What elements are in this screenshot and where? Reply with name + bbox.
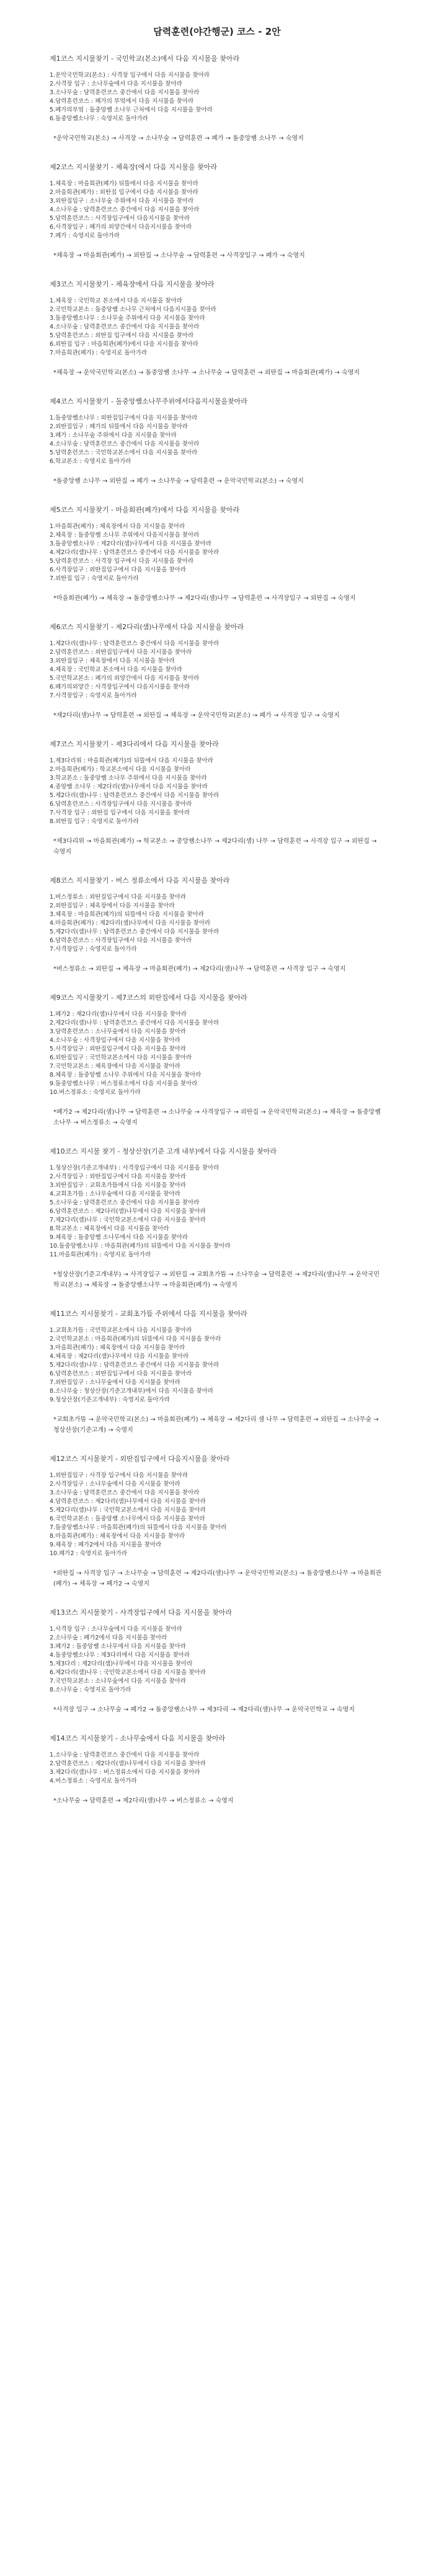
step-item: 9.체육장 : 돌중앙쌤 소나무에서 다음 지시물을 찾아라: [50, 1234, 188, 1241]
step-item: 4.마을회관(폐가) : 제2다리(샘)나무에서 다음 지시물을 찾아라: [50, 920, 211, 927]
step-item: 7.외딴집입구 : 소나무숲에서 다음 지시물을 찾아라: [50, 1379, 180, 1386]
step-item: 7.돌중앙쌤소나무 : 마을회관(폐가)의 뒤뜰에서 다음 지시물을 찾아라: [50, 1524, 227, 1531]
step-item: 2.마을회관(폐가) : 외딴집 입구에서 다음 지시물을 찾아라: [50, 189, 198, 196]
route-summary: *교회초가뜸 → 운악국민학교(본소) → 마을회관(폐가) → 체육장 → 제2다리 샘 나무 → 담력훈련 → 외딴집 → 소나무숲 → 청상산장(기준고개) → 숙영지: [53, 1416, 379, 1434]
step-item: 5.제3다리 : 제2다리(샘)나무에서 다음 지시물을 찾아라: [50, 1661, 193, 1667]
step-item: 3.마을회관(폐가) : 체육장에서 다음 지시물을 찾아라: [50, 1344, 185, 1351]
step-item: 7.사격장입구 : 숙영지로 돌아가라: [50, 946, 137, 953]
route-summary: *제2다리(샘)나무 → 담력훈련 → 외딴집 → 체육장 → 운악국민학교(본소) → 폐가 → 사격장 입구 → 숙영지: [53, 712, 340, 719]
step-item: 6.담력훈련코스 : 사격장입구에서 다음 지시물을 찾아라: [50, 801, 192, 808]
course-header: 제10코스 지시물 찾기 - 청상산장(기준 고개 내부)에서 다음 지시물을 찾아라: [50, 1147, 277, 1155]
step-item: 5.소나무숲 : 담력훈련코스 중간에서 다음 지시물을 찾아라: [50, 1199, 200, 1206]
course-section: [50, 397, 384, 487]
step-item: 2.외딴집입구 : 체육장에서 다음 지시물을 찾아라: [50, 902, 175, 909]
step-item: 2.사격장입구 : 소나무숲에서 다음 지시물을 찾아라: [50, 1481, 180, 1488]
document-title: 담력훈련(야간행군) 코스 - 2안: [153, 26, 281, 37]
step-item: 6.폐가의외양간 : 사격장입구에서 다음지시물을 찾아라: [50, 684, 190, 690]
step-item: 7.사격장입구 : 숙영지로 돌아가라: [50, 692, 137, 699]
route-summary: *돌중앙쌤 소나무 → 외딴집 → 폐가 → 소나무숲 → 담력훈련 → 운악국민학교(본소) → 숙영지: [53, 478, 304, 485]
step-item: 4.중앙쌤 소나무 : 제2다리(샘)나무에서 다음 지시물을 찾아라: [50, 783, 208, 790]
step-item: 3.폐가2 : 돌중앙쌤 소나무에서 다음 지시물을 찾아라: [50, 1643, 186, 1650]
step-item: 2.담력훈련코스 : 제2다리(샘)나무에서 다음 지시물을 찾아라: [50, 1760, 206, 1767]
step-item: 3.학교본소 : 돌중앙쌤 소나무 주위에서 다음 지시물을 찾아라: [50, 775, 207, 782]
step-item: 7.마을회관(폐가) : 숙영지로 돌아가라: [50, 350, 148, 356]
step-item: 6.담력훈련코스 : 제2다리(샘)나무에서 다음 지시물을 찾아라: [50, 1208, 206, 1215]
step-list: [50, 1326, 384, 1405]
step-item: 3.돌중앙쌤소나무 : 소나무숲 주위에서 다음 지시물을 찾아라: [50, 315, 205, 322]
step-item: 1.체육장 : 국민학교 본소에서 다음 지시물을 찾아라: [50, 298, 182, 304]
step-item: 1.마을회관(폐가) : 체육장에서 다음 지시물을 찾아라: [50, 523, 185, 530]
step-item: 10.폐가2 : 숙영지로 돌아가라: [50, 1550, 128, 1557]
step-item: 5.제2다리(샘)나무 : 담력훈련코스 중간에서 다음 지시물을 찾아라: [50, 792, 219, 799]
step-item: 8.소나무숲 : 숙영지로 돌아가라: [50, 1687, 131, 1693]
step-item: 7.폐가 : 숙영지로 돌아가라: [50, 232, 120, 239]
course-header: 제2코스 지시물찾기 - 체육장(에서 다음 지시물을 찾아라: [50, 163, 218, 171]
course-header: 제9코스 지시물찾기 - 제7코스의 외딴집에서 다음 지시물을 찾아라: [50, 994, 247, 1002]
step-item: 8.소나무숲 : 청상산장(기준고개내부)에서 다음 지시물을 찾아라: [50, 1388, 214, 1395]
step-item: 2.외딴집입구 : 폐가의 뒤뜰에서 다음 지시물을 찾아라: [50, 423, 188, 430]
step-item: 4.체육장 : 제2다리(샘)나무에서 다음 지시물을 찾아라: [50, 1353, 189, 1360]
step-item: 6.담력훈련코스 : 외딴집입구에서 다음 지시물을 찾아라: [50, 1370, 192, 1377]
step-item: 6.외딴집 입구 : 마을회관(폐가)에서 다음 지시물을 찾아라: [50, 341, 198, 348]
step-item: 8.마을회관(폐가) : 체육장에서 다음 지시물을 찾아라: [50, 1533, 185, 1540]
step-list: [50, 1625, 384, 1695]
step-item: 1.제2다리(샘)나무 : 담력훈련코스 중간에서 다음 지시물을 찾아라: [50, 640, 219, 647]
step-item: 8.외딴집 입구 : 숙영지로 돌아가라: [50, 818, 139, 825]
step-item: 5.담력훈련코스 : 사격장 입구에서 다음 지시물을 찾아라: [50, 558, 194, 565]
course-header: 제6코스 지시물찾기 - 제2다리(샘)나무에서 다음 지시물을 찾아라: [50, 623, 244, 631]
course-header: 제7코스 지시물찾기 - 제3다리에서 다음 지시물을 찾아라: [50, 740, 219, 748]
step-item: 1.체육장 : 마을회관(폐가) 뒤뜰에서 다음 지시물을 찾아라: [50, 180, 198, 187]
course-section: [50, 1454, 384, 1589]
step-item: 2.마을회관(폐가) : 학교본소에서 다음 지시물을 찾아라: [50, 766, 191, 773]
step-list: [50, 297, 384, 358]
step-item: 1.돌중앙쌤소나무 : 외딴집입구에서 다음 지시물을 찾아라: [50, 415, 198, 421]
step-list: [50, 1010, 384, 1097]
course-section: [50, 280, 384, 378]
route-summary: *체육장 → 마을회관(폐가) → 외딴집 → 소나무숲 → 담력훈련 → 사격장입구 → 폐가 → 숙영지: [53, 252, 305, 259]
step-item: 5.담력훈련코스 : 국민학교본소에서 다음 지시물을 찾아라: [50, 449, 198, 456]
course-header: 제13코스 지시물찾기 - 사격장입구에서 다음 지시물을 찾아라: [50, 1608, 232, 1617]
step-item: 6.학교본소 : 숙영지로 돌아가라: [50, 458, 131, 465]
step-item: 5.국민학교본소 : 폐가의 외양간에서 다음 지시물을 찾아라: [50, 675, 200, 682]
step-item: 4.버스정류소 : 숙영지로 돌아가라: [50, 1778, 137, 1784]
course-header: 제4코스 지시물찾기 - 돌중앙쌤소나무주위에서다음지시물을찾아라: [50, 397, 247, 405]
course-header: 제12코스 지시물찾기 - 외딴집입구에서 다음지시물을 찾아라: [50, 1455, 230, 1463]
step-item: 1.소나무숲 : 담력훈련코스 중간에서 다음 지시물을 찾아라: [50, 1752, 200, 1758]
step-item: 11.마을회관(폐가) : 숙영지로 돌아가라: [50, 1251, 151, 1258]
step-list: [50, 414, 384, 466]
step-item: 4.소나무숲 : 사격장입구에서 다음 지시물을 찾아라: [50, 1037, 180, 1044]
step-list: [50, 71, 384, 123]
course-section: [50, 1734, 384, 1806]
step-item: 6.제2다리(샘)나무 : 국민학교본소에서 다음 지시물을 찾아라: [50, 1669, 206, 1676]
step-item: 5.사격장입구 : 외딴집입구에서 다음 지시물을 찾아라: [50, 1046, 187, 1052]
step-item: 2.사격장 입구 : 소나무숲에서 다음 지시물을 찾아라: [50, 81, 182, 87]
step-item: 3.돌중앙쌤소나무 : 제2다리(샘)나무에서 다음 지시물을 찾아라: [50, 540, 212, 547]
step-item: 1.교회초가뜸 : 국민학교본소에서 다음 지시물을 찾아라: [50, 1327, 192, 1334]
step-item: 4.담력훈련코스 : 제2다리(샘)나무에서 다음 지시물을 찾아라: [50, 1498, 206, 1505]
route-summary: *사격장 입구 → 소나무숲 → 폐가2 → 돌중앙쌤소나무 → 제3다리 → 제2다리(샘)나무 → 운악국민학교 → 숙영지: [53, 1706, 355, 1713]
route-summary: *운악국민학교(본소) → 사격장 → 소나무숲 → 담력훈련 → 폐가 → 돌중앙쌤 소나무 → 숙영지: [53, 135, 304, 142]
course-section: [50, 622, 384, 721]
step-item: 2.담력훈련코스 : 외딴집입구에서 다음 지시물을 찾아라: [50, 649, 192, 656]
step-item: 1.운악국민학교(본소) : 사격장 입구에서 다음 지시물을 찾아라: [50, 72, 210, 79]
step-item: 5.제2다리(샘)나무 : 국민학교본소에서 다음 지시물을 찾아라: [50, 1507, 206, 1514]
course-section: [50, 1147, 384, 1290]
step-item: 4.소나무숲 : 담력훈련코스 중간에서 다음 지시물을 찾아라: [50, 324, 200, 330]
step-item: 1.사격장 입구 : 소나무숲에서 다음 지시물을 찾아라: [50, 1626, 182, 1633]
step-item: 9.체육장 : 폐가2에서 다음 지시물을 찾아라: [50, 1542, 162, 1548]
step-item: 3.외딴집입구 : 체육장에서 다음 지시물을 찾아라: [50, 658, 175, 664]
course-header: 제5코스 지시물찾기 - 마을회관(폐가)에서 다음 지시물을 찾아라: [50, 506, 240, 514]
course-section: [50, 739, 384, 857]
course-section: [50, 1608, 384, 1715]
step-item: 7.외딴집 입구 : 숙영지로 돌아가라: [50, 575, 139, 582]
step-item: 4.교회초가뜸 : 소나무숲에서 다음 지시물을 찾아라: [50, 1191, 180, 1198]
step-list: [50, 1164, 384, 1259]
course-section: [50, 162, 384, 261]
step-item: 9.청상산장(기준고개내부) : 숙영지로 돌아가라: [50, 1396, 170, 1403]
route-summary: *외딴집 → 사격장 입구 → 소나무숲 → 담력훈련 → 제2다리(샘)나무 → 운악국민학교(본소) → 돌중앙쌤소나무 → 마을회관(폐가) → 체육장 → 폐가2 → 숙영지: [53, 1570, 382, 1587]
step-item: 10.돌중앙쌤소나무 : 마을회관(폐가)의 뒤뜰에서 다음 지시물을 찾아라: [50, 1243, 231, 1250]
course-header: 제3코스 지시물찾기 - 체육장에서 다음 지시물을 찾아라: [50, 280, 215, 288]
step-list: [50, 893, 384, 954]
course-section: [50, 993, 384, 1128]
step-list: [50, 757, 384, 826]
step-item: 6.돌중앙쌤소나무 : 숙영지로 돌아가라: [50, 115, 148, 122]
step-item: 9.돌중앙쌤소나무 : 버스정류소에서 다음 지시물을 찾아라: [50, 1080, 198, 1087]
step-item: 5.담력훈련코스 : 사격장입구에서 다음지시물을 찾아라: [50, 215, 190, 222]
course-section: [50, 876, 384, 974]
step-list: [50, 523, 384, 583]
route-summary: *버스정류소 → 외딴집 → 체육장 → 마을회관(폐가) → 제2다리(샘)나무 → 담력훈련 → 사격장 입구 → 숙영지: [53, 966, 346, 973]
step-item: 1.청상산장(기준고개내부) : 사격장입구에서 다음 지시물을 찾아라: [50, 1165, 219, 1171]
course-list: [50, 54, 384, 1806]
step-list: [50, 180, 384, 240]
step-list: [50, 640, 384, 700]
step-item: 7.사격장 입구 : 외딴집 입구에서 다음 지시물을 찾아라: [50, 809, 190, 816]
route-summary: *폐가2 → 제2다리(샘)나무 → 담력훈련 → 소나무숲 → 사격장입구 → 외딴집 → 운악국민학교(본소) → 체육장 → 돌중앙쌤소나무 → 버스정류소 → 숙영지: [53, 1109, 381, 1126]
step-item: 2.국민학교본소 : 돌중앙쌤 소나무 근처에서 다음지시물을 찾아라: [50, 306, 216, 313]
course-section: [50, 54, 384, 144]
step-item: 2.제2다리(샘)나무 : 담력훈련코스 중간에서 다음 지시물을 찾아라: [50, 1020, 219, 1026]
step-item: 3.외딴집입구 : 교회초가뜸에서 다음 지시물을 찾아라: [50, 1182, 187, 1189]
step-list: [50, 1471, 384, 1558]
step-item: 5.제2다리(샘)나무 : 담력훈련코스 중간에서 다음 지시물을 찾아라: [50, 929, 219, 935]
route-summary: *제3다리위 → 마을회관(폐가) → 학교본소 → 중앙쌤소나무 → 제2다리(샘) 나무 → 담력훈련 → 사격장 입구 → 외딴집 → 숙영지: [53, 838, 377, 855]
route-summary: *소나무숲 → 담력훈련 → 제2다리(샘)나무 → 버스정류소 → 숙영지: [53, 1797, 234, 1804]
step-item: 1.폐가2 : 제2다리(샘)나무에서 다음 지시물을 찾아라: [50, 1011, 187, 1018]
step-item: 2.국민학교본소 : 마을회관(폐가)의 뒤뜰에서 다음 지시물을 찾아라: [50, 1336, 221, 1343]
step-item: 6.사격장입구 : 외딴집입구에서 다음 지시물을 찾아라: [50, 567, 187, 573]
step-item: 6.외딴집입구 : 국민학교본소에서 다음 지시물을 찾아라: [50, 1054, 192, 1061]
route-summary: *체육장 → 운악국민학교(본소) → 돌중앙쌤 소나무 → 소나무숲 → 담력훈련 → 외딴집 → 마을회관(폐가) → 숙영지: [53, 369, 360, 376]
step-item: 1.제3다리위 : 마을회관(폐가)의 뒤뜰에서 다음 지시물을 찾아라: [50, 757, 214, 764]
step-item: 6.담력훈련코스 : 사격장입구에서 다음 지시물을 찾아라: [50, 937, 192, 944]
step-item: 1.외딴집입구 : 사격장 입구에서 다음 지시물을 찾아라: [50, 1472, 188, 1479]
step-item: 6.사격장입구 : 폐가의 외양간에서 다음지시물을 찾아라: [50, 224, 192, 231]
step-item: 4.제2다리(샘)나무 : 담력훈련코스 중간에서 다음 지시물을 찾아라: [50, 549, 219, 556]
course-header: 제14코스 지시물찾기 - 소나무숲에서 다음 지시물을 찾아라: [50, 1734, 226, 1742]
step-item: 7.제2다리(샘)나무 : 국민학교본소에서 다음 지시물을 찾아라: [50, 1217, 206, 1224]
step-item: 3.담력훈련코스 : 소나무숲에서 다음 지시물을 찾아라: [50, 1028, 187, 1035]
course-section: [50, 1309, 384, 1436]
route-summary: *청상산장(기준고개내부) → 사격장입구 → 외딴집 → 교회초가뜸 → 소나무숲 → 담력훈련 → 제2다리(샘)나무 → 운악국민학교(본소) → 체육장 → 돌중앙쌤소나무 → 마을회관(폐가) → 숙영지: [53, 1271, 380, 1289]
step-item: 8.체육장 : 돌중앙쌤 소나무 주위에서 다음 지시물을 찾아라: [50, 1072, 202, 1078]
step-item: 2.체육장 : 돌중앙쌤 소나무 주위에서 다음지시물을 찾아라: [50, 532, 200, 539]
step-item: 4.소나무숲 : 담력훈련코스 중간에서 다음 지시물을 찾아라: [50, 206, 200, 213]
step-item: 5.폐가의부엌 : 돌중앙쌤 소나무 근처에서 다음 지시물을 찾아라: [50, 107, 213, 113]
step-item: 4.돌중앙쌤소나무 : 제3다리에서 다음 지시물을 찾아라: [50, 1652, 190, 1659]
step-item: 2.사격장입구 : 외딴집입구에서 다음 지시물을 찾아라: [50, 1173, 187, 1180]
step-item: 3.제2다리(샘)나무 : 버스정류소에서 다음 지시물을 찾아라: [50, 1769, 200, 1776]
step-item: 5.담력훈련코스 : 외딴집 입구에서 다음 지시물을 찾아라: [50, 332, 194, 339]
step-item: 4.소나무숲 : 담력훈련코스 중간에서 다음 지시물을 찾아라: [50, 441, 200, 448]
step-item: 3.폐가 : 소나무숲 주위에서 다음 지시물을 찾아라: [50, 432, 177, 439]
step-item: 4.담력훈련코스 : 폐가의 부엌에서 다음 지시물을 찾아라: [50, 98, 194, 105]
course-header: 제1코스 지시물찾기 - 국민학교(본소)에서 다음 지시물을 찾아라: [50, 55, 240, 63]
step-item: 3.체육장 : 마을회관(폐가)의 뒤뜰에서 다음 지시물을 찾아라: [50, 911, 204, 918]
step-item: 7.국민학교본소 : 소나무숲에서 다음 지시물을 찾아라: [50, 1678, 187, 1685]
course-section: [50, 505, 384, 604]
step-item: 6.국민학교본소 : 돌중앙쌤 소나무에서 다음 지시물을 찾아라: [50, 1515, 205, 1522]
step-item: 4.체육장 : 국민학교 본소에서 다음 지시물을 찾아라: [50, 666, 182, 673]
step-item: 2.소나무숲 : 폐가2에서 다음 지시물을 찾아라: [50, 1634, 167, 1641]
step-item: 8.학교본소 : 체육장에서 다음 지시물을 찾아라: [50, 1225, 169, 1232]
route-summary: *마을회관(폐가) → 체육장 → 돌중앙쌤소나무 → 제2다리(샘)나무 → 담력훈련 → 사격장입구 → 외딴집 → 숙영지: [53, 595, 356, 602]
step-item: 1.버스정류소 : 외딴집입구에서 다음 지시물을 찾아라: [50, 894, 187, 901]
step-item: 3.소나무숲 : 담력훈련코스 중간에서 다음 지시물을 찾아라: [50, 1489, 200, 1496]
step-item: 7.국민학교본소 : 체육장에서 다음 지시물을 찾아라: [50, 1063, 180, 1070]
step-item: 5.제2다리(샘)나무 : 담력훈련코스 중간에서 다음 지시물을 찾아라: [50, 1362, 219, 1369]
step-item: 3.소나무숲 : 담력훈련코스 중간에서 다음 지시물을 찾아라: [50, 89, 200, 96]
course-header: 제11코스 지시물찾기 - 교회초가뜸 주위에서 다음 지시물을 찾아라: [50, 1310, 247, 1318]
course-header: 제8코스 지시물찾기 - 버스 정류소에서 다음 지시물을 찾아라: [50, 876, 230, 884]
step-list: [50, 1751, 384, 1786]
step-item: 10.버스정류소 : 숙영지로 돌아가라: [50, 1089, 141, 1096]
step-item: 3.외딴집입구 : 소나무숲 주위에서 다음 지시물을 찾아라: [50, 198, 194, 205]
